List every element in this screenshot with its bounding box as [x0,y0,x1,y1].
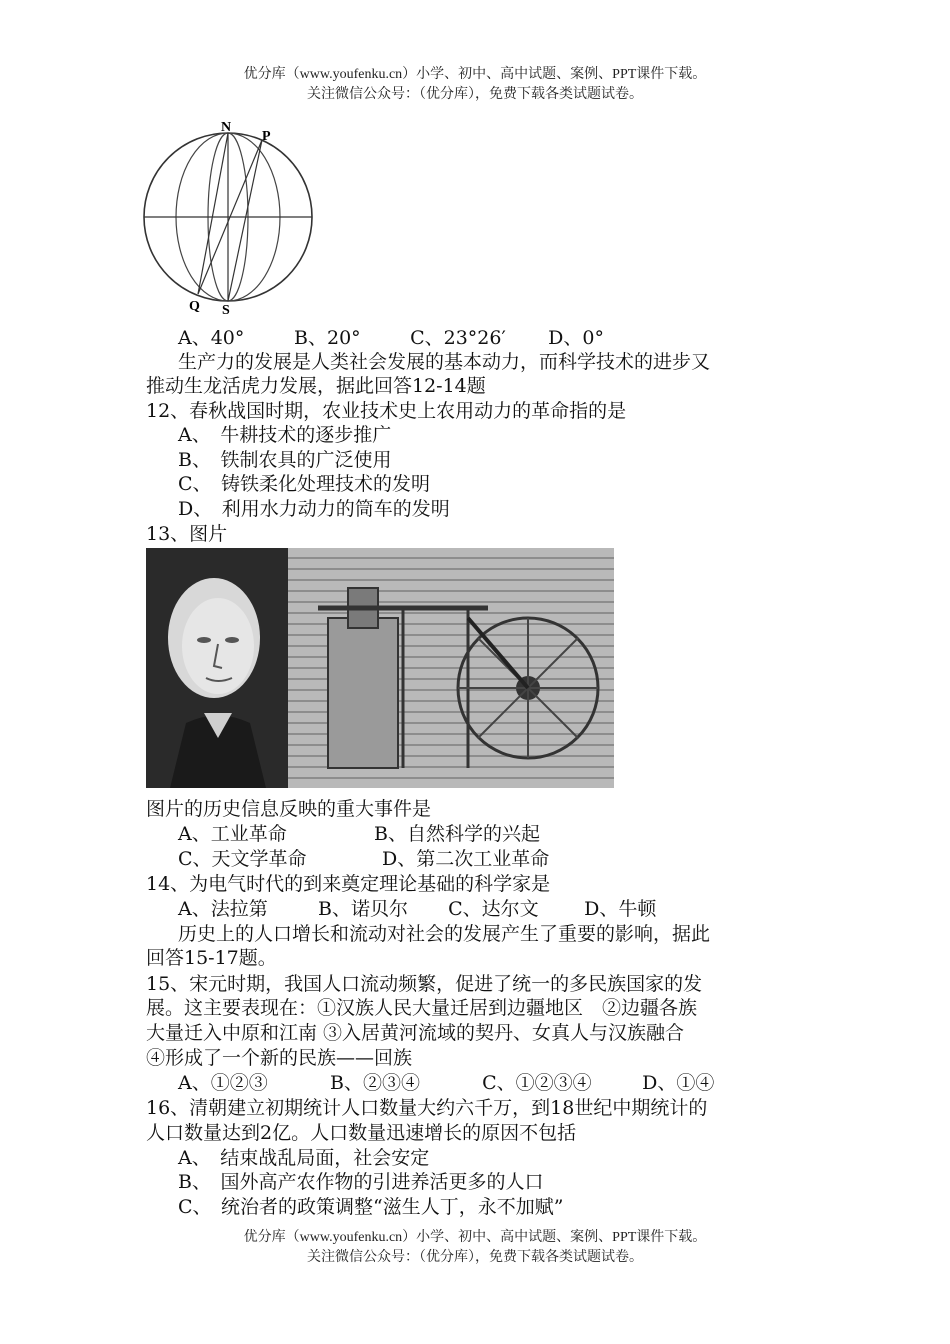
globe-label-q: Q [189,299,200,314]
q16-option-c: C、 统治者的政策调整“滋生人丁，永不加赋” [178,1196,564,1218]
intro1-line-1: 生产力的发展是人类社会发展的基本动力，而科学技术的进步又 [178,351,711,373]
q13-option-a: A、工业革命 [178,823,287,845]
q15-options [178,1071,714,1095]
q11-option-a: A、40° [178,327,245,349]
q14-option-d: D、牛顿 [584,898,657,920]
q12-stem: 12、春秋战国时期，农业技术史上农用动力的革命指的是 [146,400,627,422]
q11-options [178,326,604,350]
q13-option-c: C、天文学革命 [178,848,307,870]
q14-option-b: B、诺贝尔 [318,898,409,920]
header-line-2: 关注微信公众号：（优分库），免费下载各类试题试卷。 [307,87,643,102]
q16-line-2: 人口数量达到2亿。人口数量迅速增长的原因不包括 [146,1122,577,1144]
q14-options [178,897,656,921]
watt-steam-engine-photo [146,548,614,788]
q15-line-2: 展。这主要表现在：①汉族人民大量迁居到边疆地区 ②边疆各族 [146,997,698,1019]
q11-option-b: B、20° [294,327,361,349]
q16-line-1: 16、清朝建立初期统计人口数量大约六千万，到18世纪中期统计的 [146,1097,708,1119]
q15-option-d: D、①④ [642,1072,715,1094]
footer-line-1: 优分库（www.youfenku.cn）小学、初中、高中试题、案例、PPT课件下载。 [243,1230,707,1245]
q14-option-a: A、法拉第 [178,898,268,920]
q15-option-a: A、①②③ [178,1072,268,1094]
intro2-line-2: 回答15-17题。 [146,947,277,969]
globe-label-p: P [262,129,271,144]
globe-diagram [140,118,320,318]
q13-option-d: D、第二次工业革命 [382,848,550,870]
portrait-panel [146,548,288,788]
intro1-line-2: 推动生龙活虎力发展，据此回答12-14题 [146,375,486,397]
globe-label-n: N [221,120,232,135]
q11-option-d: D、0° [548,327,604,349]
steam-engine-panel [288,548,614,788]
globe-label-s: S [222,303,230,318]
q13-options-row-1 [178,822,540,846]
q12-option-b: B、 铁制农具的广泛使用 [178,449,392,471]
footer-line-2: 关注微信公众号：（优分库），免费下载各类试题试卷。 [307,1250,643,1265]
q12-option-a: A、 牛耕技术的逐步推广 [178,424,392,446]
q13-question: 图片的历史信息反映的重大事件是 [146,798,432,820]
q15-line-1: 15、宋元时期，我国人口流动频繁，促进了统一的多民族国家的发 [146,973,703,995]
q15-line-3: 大量迁入中原和江南 ③入居黄河流域的契丹、女真人与汉族融合 [146,1022,685,1044]
q16-option-a: A、 结束战乱局面，社会安定 [178,1147,430,1169]
q14-option-c: C、达尔文 [448,898,539,920]
q13-options-row-2 [178,847,549,871]
globe-chord-1 [228,140,262,301]
intro2-line-1: 历史上的人口增长和流动对社会的发展产生了重要的影响，据此 [178,923,711,945]
header-line-1: 优分库（www.youfenku.cn）小学、初中、高中试题、案例、PPT课件下载。 [243,67,707,82]
q13-option-b: B、自然科学的兴起 [374,823,541,845]
q12-option-c: C、 铸铁柔化处理技术的发明 [178,473,431,495]
q15-line-4: ④形成了一个新的民族——回族 [146,1047,413,1069]
q11-option-c: C、23°26′ [410,327,506,349]
q16-option-b: B、 国外高产农作物的引进养活更多的人口 [178,1171,544,1193]
q13-stem: 13、图片 [146,523,228,545]
q15-option-c: C、①②③④ [482,1072,592,1094]
q15-option-b: B、②③④ [330,1072,421,1094]
q12-option-d: D、 利用水力动力的筒车的发明 [178,498,450,520]
q14-stem: 14、为电气时代的到来奠定理论基础的科学家是 [146,873,551,895]
